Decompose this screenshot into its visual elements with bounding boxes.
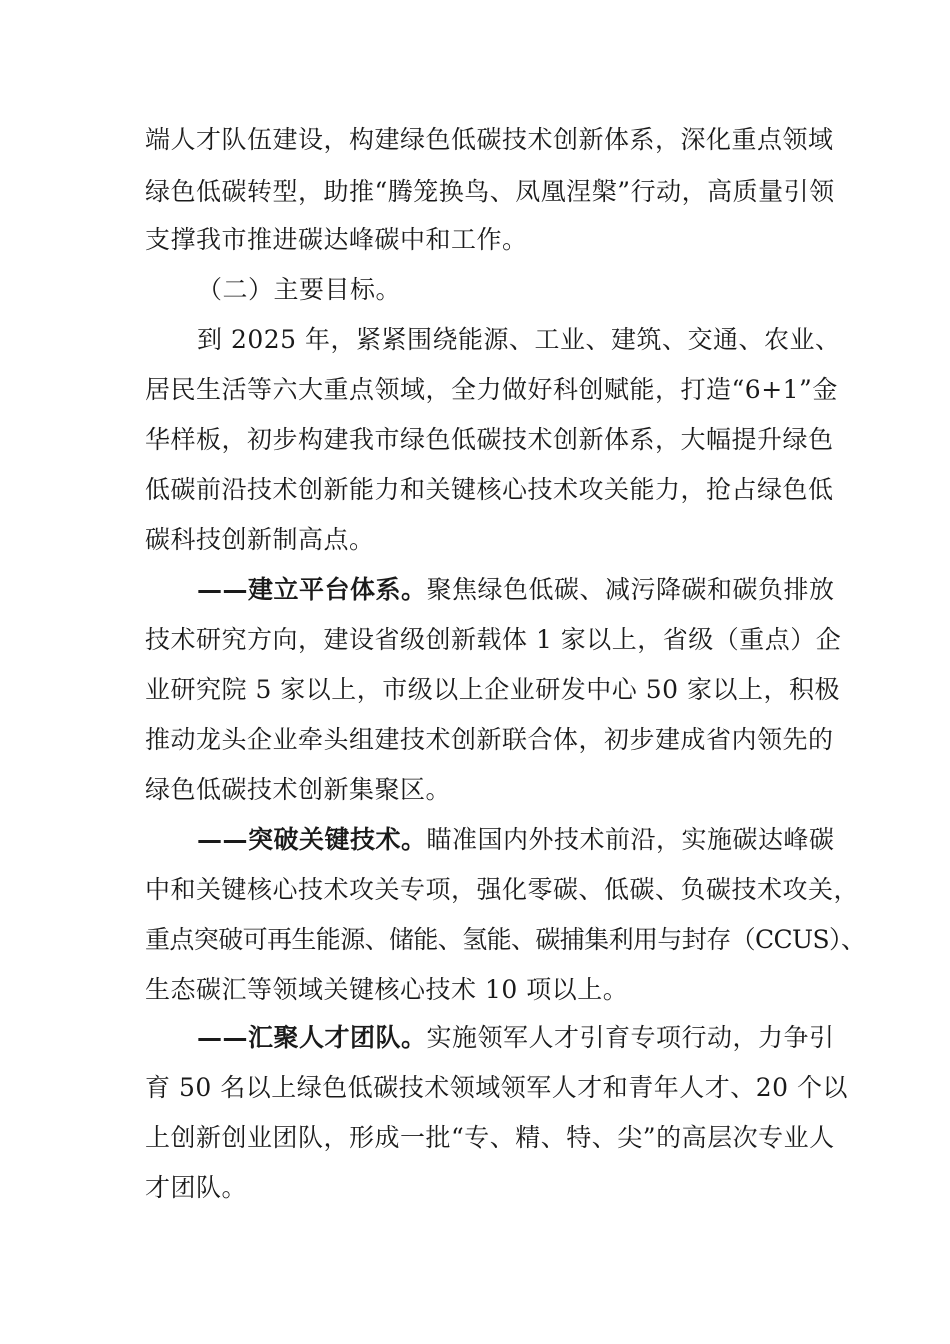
paragraph-line: 端人才队伍建设，构建绿色低碳技术创新体系，深化重点领域 (145, 125, 834, 154)
bold-lead: ——汇聚人才团队。 (197, 1023, 427, 1052)
paragraph-line: 育 50 名以上绿色低碳技术领域领军人才和青年人才、20 个以 (145, 1073, 848, 1102)
bold-lead: ——建立平台体系。 (197, 575, 427, 604)
paragraph-line: 中和关键核心技术攻关专项，强化零碳、低碳、负碳技术攻关， (145, 875, 860, 904)
bold-lead: ——突破关键技术。 (197, 825, 427, 854)
paragraph-line: 碳科技创新制高点。 (145, 525, 375, 554)
paragraph-line: 业研究院 5 家以上，市级以上企业研发中心 50 家以上，积极 (145, 675, 841, 704)
paragraph-first-line (197, 820, 835, 860)
paragraph-line: 上创新创业团队，形成一批“专、精、特、尖”的高层次专业人 (145, 1123, 835, 1152)
paragraph-first-line (197, 1018, 835, 1058)
paragraph-line: 绿色低碳技术创新集聚区。 (145, 775, 452, 804)
paragraph-text: 聚焦绿色低碳、减污降碳和碳负排放 (426, 575, 835, 604)
paragraph-line: 低碳前沿技术创新能力和关键核心技术攻关能力，抢占绿色低 (145, 475, 834, 504)
paragraph-line: 绿色低碳转型，助推“腾笼换鸟、凤凰涅槃”行动，高质量引领 (145, 177, 835, 206)
paragraph-line: 居民生活等六大重点领域，全力做好科创赋能，打造“6+1”金 (145, 375, 838, 404)
paragraph-line: 到 2025 年，紧紧围绕能源、工业、建筑、交通、农业、 (197, 325, 841, 354)
paragraph-line: 生态碳汇等领域关键核心技术 10 项以上。 (145, 975, 629, 1004)
paragraph-text: 实施领军人才引育专项行动，力争引 (426, 1023, 835, 1052)
section-heading: （二）主要目标。 (197, 275, 402, 304)
paragraph-line: 支撑我市推进碳达峰碳中和工作。 (145, 225, 528, 254)
paragraph-line: 才团队。 (145, 1173, 248, 1202)
paragraph-line: 重点突破可再生能源、储能、氢能、碳捕集利用与封存（CCUS）、 (145, 925, 866, 954)
paragraph-line: 推动龙头企业牵头组建技术创新联合体，初步建成省内领先的 (145, 725, 834, 754)
paragraph-line: 华样板，初步构建我市绿色低碳技术创新体系，大幅提升绿色 (145, 425, 834, 454)
paragraph-text: 瞄准国内外技术前沿，实施碳达峰碳 (426, 825, 835, 854)
paragraph-line: 技术研究方向，建设省级创新载体 1 家以上，省级（重点）企 (145, 625, 842, 654)
paragraph-first-line (197, 570, 835, 610)
